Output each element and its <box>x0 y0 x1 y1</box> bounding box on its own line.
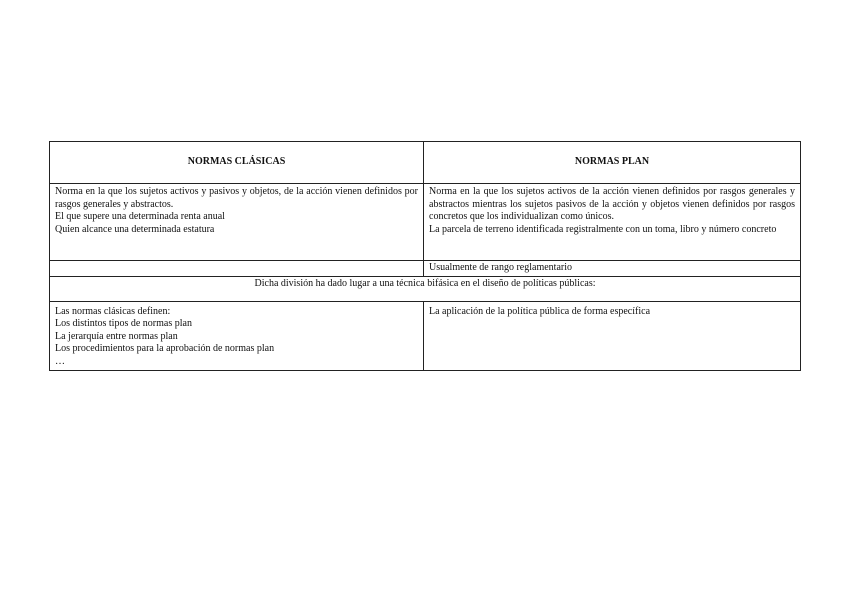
table-row-division <box>50 276 801 301</box>
clasicas-example-1: El que supere una determinada renta anual <box>55 211 225 222</box>
clasicas-definen-cell <box>50 301 424 371</box>
plan-definition-cell <box>424 184 801 261</box>
table-row-rango <box>50 261 801 277</box>
ellipsis: … <box>55 355 65 367</box>
list-item: Los procedimientos para la aprobación de normas plan <box>55 343 275 354</box>
table-header-row <box>50 142 801 184</box>
list-item: Los distintos tipos de normas plan <box>55 318 192 329</box>
header-normas-clasicas: NORMAS CLÁSICAS <box>50 142 424 184</box>
plan-definition-text: Norma en la que los sujetos activos de la acción vienen definidos por rasgos generales y abstractos mientras los sujetos pasivos de la acción y objetos vienen definidos por rasgos concretos que los individualizan como únicos. <box>429 186 795 222</box>
division-text: Dicha división ha dado lugar a una técnica bifásica en el diseño de políticas públicas: <box>50 276 801 301</box>
header-normas-plan: NORMAS PLAN <box>424 142 801 184</box>
list-item: La jerarquía entre normas plan <box>55 330 178 342</box>
norms-comparison-table <box>49 141 801 371</box>
table-row-application <box>50 301 801 371</box>
clasicas-definition-text: Norma en la que los sujetos activos y pasivos y objetos, de la acción vienen definidos por rasgos generales y abstractos. <box>55 186 418 210</box>
clasicas-example-2: Quien alcance una determinada estatura <box>55 223 215 235</box>
clasicas-rango-cell <box>50 261 424 277</box>
plan-example: La parcela de terreno identificada registralmente con un toma, libro y número concreto <box>429 223 777 235</box>
plan-aplicacion-cell: La aplicación de la política pública de forma específica <box>424 301 801 371</box>
clasicas-definition-cell <box>50 184 424 261</box>
table-row-definitions <box>50 184 801 261</box>
clasicas-definen-heading: Las normas clásicas definen: <box>55 305 171 317</box>
plan-rango-cell: Usualmente de rango reglamentario <box>424 261 801 277</box>
